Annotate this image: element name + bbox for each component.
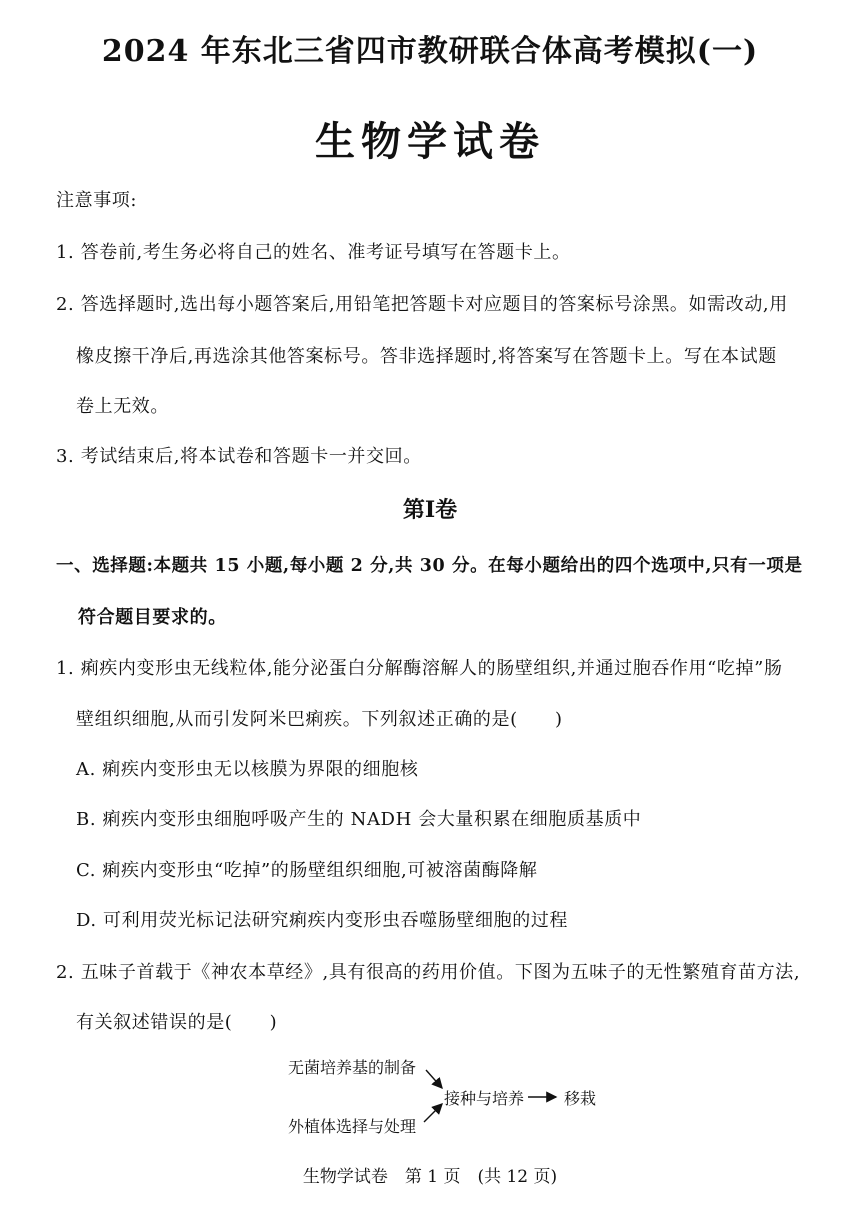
diagram-node-medium-prep: 无菌培养基的制备 <box>288 1058 417 1077</box>
notice-item-2-line-2: 橡皮擦干净后,再选涂其他答案标号。答非选择题时,将答案写在答题卡上。写在本试题 <box>76 346 777 367</box>
propagation-flow-diagram <box>280 1050 640 1140</box>
diagram-node-inoculation: 接种与培养 <box>444 1089 525 1108</box>
page-footer: 生物学试卷 第 1 页 (共 12 页) <box>302 1167 558 1187</box>
section-instruction-line-1: 一、选择题:本题共 15 小题,每小题 2 分,共 30 分。在每小题给出的四个选项中,只有一项是 <box>56 556 803 576</box>
notice-item-2-line-1: 2. 答选择题时,选出每小题答案后,用铅笔把答题卡对应题目的答案标号涂黑。如需改动,用 <box>56 294 788 315</box>
diagram-node-explant-prep: 外植体选择与处理 <box>288 1117 417 1136</box>
notice-heading: 注意事项: <box>56 190 138 211</box>
question-2-stem-line-2: 有关叙述错误的是( ) <box>76 1012 278 1033</box>
question-1-stem-line-2: 壁组织细胞,从而引发阿米巴痢疾。下列叙述正确的是( ) <box>76 709 563 730</box>
exam-title: 2024 年东北三省四市教研联合体高考模拟(一) <box>101 34 759 69</box>
question-1-option-c: C. 痢疾内变形虫“吃掉”的肠壁组织细胞,可被溶菌酶降解 <box>76 860 538 881</box>
question-1-option-b: B. 痢疾内变形虫细胞呼吸产生的 NADH 会大量积累在细胞质基质中 <box>76 809 642 830</box>
notice-item-2-line-3: 卷上无效。 <box>76 396 169 417</box>
section-title: 第Ⅰ卷 <box>402 497 458 523</box>
section-instruction-line-2: 符合题目要求的。 <box>78 607 227 628</box>
notice-item-3: 3. 考试结束后,将本试卷和答题卡一并交回。 <box>56 446 422 467</box>
arrow-bottom-to-middle <box>424 1104 442 1122</box>
notice-item-1: 1. 答卷前,考生务必将自己的姓名、准考证号填写在答题卡上。 <box>56 242 571 263</box>
subject-title: 生物学试卷 <box>315 118 545 165</box>
diagram-node-transplant: 移栽 <box>564 1089 597 1108</box>
question-1-stem-line-1: 1. 痢疾内变形虫无线粒体,能分泌蛋白分解酶溶解人的肠壁组织,并通过胞吞作用“吃掉”肠 <box>56 658 783 679</box>
question-1-option-a: A. 痢疾内变形虫无以核膜为界限的细胞核 <box>76 759 419 780</box>
question-2-stem-line-1: 2. 五味子首载于《神农本草经》,具有很高的药用价值。下图为五味子的无性繁殖育苗方法, <box>56 962 801 983</box>
arrow-top-to-middle <box>426 1070 442 1088</box>
question-1-option-d: D. 可利用荧光标记法研究痢疾内变形虫吞噬肠壁细胞的过程 <box>76 910 569 931</box>
